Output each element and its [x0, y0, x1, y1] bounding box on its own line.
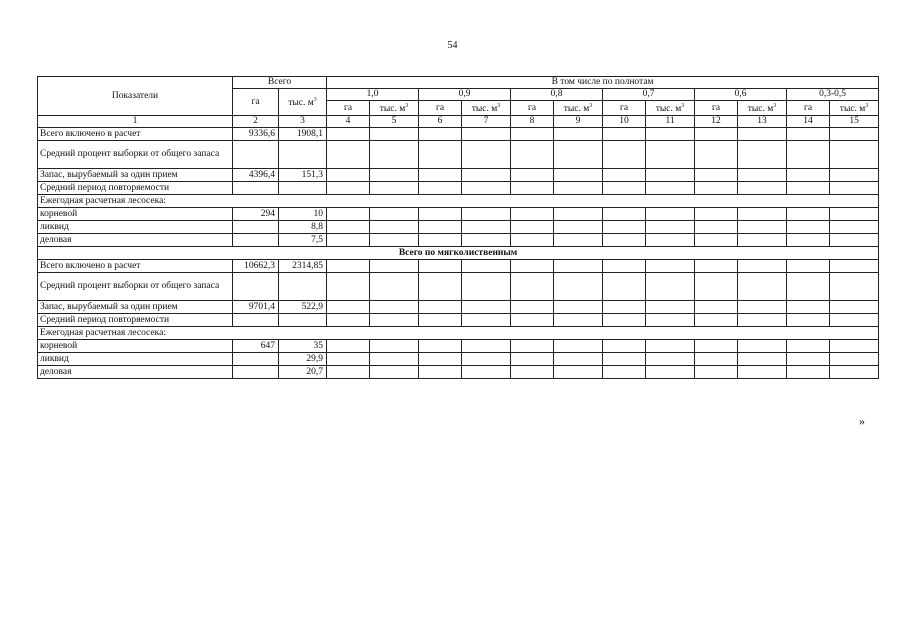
- empty-cell: [327, 169, 370, 182]
- empty-cell: [554, 208, 603, 221]
- header-density-1: 0,9: [419, 89, 511, 101]
- header-density-m3: тыс. $м^3$: [830, 101, 879, 116]
- row-label: Ежегодная расчетная лесосека:: [38, 327, 879, 340]
- empty-cell: [462, 221, 511, 234]
- empty-cell: [554, 314, 603, 327]
- column-number: 12: [695, 116, 738, 128]
- empty-cell: [646, 301, 695, 314]
- empty-cell: [370, 314, 419, 327]
- table-row: [38, 169, 879, 182]
- cell-total-ha: [233, 314, 279, 327]
- cell-total-ha: 9336,6: [233, 128, 279, 141]
- empty-cell: [554, 128, 603, 141]
- empty-cell: [462, 234, 511, 247]
- empty-cell: [695, 340, 738, 353]
- row-label: корневой: [38, 340, 233, 353]
- cell-total-m3: 35: [279, 340, 327, 353]
- empty-cell: [787, 340, 830, 353]
- header-density-ha: га: [511, 101, 554, 116]
- row-label: Всего включено в расчет: [38, 260, 233, 273]
- row-label: Средний период повторяемости: [38, 314, 233, 327]
- empty-cell: [646, 128, 695, 141]
- row-label: корневой: [38, 208, 233, 221]
- cell-total-ha: [233, 234, 279, 247]
- empty-cell: [603, 182, 646, 195]
- empty-cell: [787, 234, 830, 247]
- empty-cell: [830, 221, 879, 234]
- empty-cell: [603, 301, 646, 314]
- empty-cell: [646, 314, 695, 327]
- empty-cell: [419, 221, 462, 234]
- empty-cell: [419, 169, 462, 182]
- empty-cell: [830, 208, 879, 221]
- allowable-cut-table: [37, 76, 879, 379]
- table-row: [38, 234, 879, 247]
- cell-total-ha: [233, 182, 279, 195]
- row-label: деловая: [38, 366, 233, 379]
- header-density-m3: тыс. $м^3$: [462, 101, 511, 116]
- empty-cell: [695, 366, 738, 379]
- empty-cell: [603, 169, 646, 182]
- empty-cell: [370, 234, 419, 247]
- header-density-m3: тыс. $м^3$: [370, 101, 419, 116]
- empty-cell: [370, 301, 419, 314]
- empty-cell: [830, 366, 879, 379]
- empty-cell: [511, 340, 554, 353]
- empty-cell: [419, 141, 462, 169]
- column-number: 2: [233, 116, 279, 128]
- empty-cell: [511, 169, 554, 182]
- empty-cell: [738, 208, 787, 221]
- column-number: 13: [738, 116, 787, 128]
- cell-total-m3: [279, 182, 327, 195]
- empty-cell: [462, 366, 511, 379]
- empty-cell: [370, 221, 419, 234]
- empty-cell: [370, 340, 419, 353]
- section-title-row: [38, 247, 879, 260]
- empty-cell: [327, 128, 370, 141]
- empty-cell: [327, 208, 370, 221]
- empty-cell: [787, 314, 830, 327]
- empty-cell: [370, 353, 419, 366]
- table-row: [38, 128, 879, 141]
- empty-cell: [603, 128, 646, 141]
- empty-cell: [462, 128, 511, 141]
- row-label: деловая: [38, 234, 233, 247]
- empty-cell: [787, 141, 830, 169]
- empty-cell: [603, 208, 646, 221]
- column-number: 11: [646, 116, 695, 128]
- empty-cell: [511, 128, 554, 141]
- empty-cell: [695, 141, 738, 169]
- empty-cell: [370, 366, 419, 379]
- table-row: [38, 141, 879, 169]
- column-number: 10: [603, 116, 646, 128]
- empty-cell: [327, 314, 370, 327]
- empty-cell: [462, 182, 511, 195]
- empty-cell: [830, 128, 879, 141]
- empty-cell: [327, 234, 370, 247]
- column-number: 14: [787, 116, 830, 128]
- table-row: [38, 221, 879, 234]
- empty-cell: [419, 340, 462, 353]
- empty-cell: [511, 182, 554, 195]
- empty-cell: [603, 366, 646, 379]
- empty-cell: [738, 128, 787, 141]
- header-density-m3: тыс. $м^3$: [554, 101, 603, 116]
- empty-cell: [695, 301, 738, 314]
- header-row-1: [38, 77, 879, 89]
- empty-cell: [738, 141, 787, 169]
- cell-total-ha: 4396,4: [233, 169, 279, 182]
- cell-total-ha: 294: [233, 208, 279, 221]
- cell-total-ha: [233, 353, 279, 366]
- column-number: 3: [279, 116, 327, 128]
- empty-cell: [646, 169, 695, 182]
- cell-total-m3: [279, 273, 327, 301]
- empty-cell: [787, 128, 830, 141]
- empty-cell: [787, 169, 830, 182]
- empty-cell: [370, 208, 419, 221]
- empty-cell: [738, 221, 787, 234]
- empty-cell: [603, 234, 646, 247]
- empty-cell: [787, 366, 830, 379]
- empty-cell: [419, 208, 462, 221]
- table-row: [38, 195, 879, 208]
- column-number-row: [38, 116, 879, 128]
- header-density-5: 0,3-0,5: [787, 89, 879, 101]
- empty-cell: [787, 353, 830, 366]
- empty-cell: [462, 260, 511, 273]
- empty-cell: [695, 314, 738, 327]
- column-number: 4: [327, 116, 370, 128]
- empty-cell: [738, 301, 787, 314]
- header-density-4: 0,6: [695, 89, 787, 101]
- empty-cell: [738, 234, 787, 247]
- empty-cell: [511, 234, 554, 247]
- empty-cell: [419, 273, 462, 301]
- empty-cell: [327, 301, 370, 314]
- empty-cell: [511, 221, 554, 234]
- empty-cell: [462, 301, 511, 314]
- cell-total-ha: [233, 366, 279, 379]
- header-total-ha: га: [233, 89, 279, 116]
- empty-cell: [830, 273, 879, 301]
- empty-cell: [695, 260, 738, 273]
- empty-cell: [695, 221, 738, 234]
- column-number: 6: [419, 116, 462, 128]
- empty-cell: [462, 141, 511, 169]
- cell-total-ha: 9701,4: [233, 301, 279, 314]
- header-density-2: 0,8: [511, 89, 603, 101]
- empty-cell: [738, 314, 787, 327]
- header-density-ha: га: [787, 101, 830, 116]
- row-label: Запас, вырубаемый за один прием: [38, 301, 233, 314]
- empty-cell: [554, 182, 603, 195]
- empty-cell: [646, 273, 695, 301]
- empty-cell: [370, 169, 419, 182]
- row-label: Средний процент выборки от общего запаса: [38, 273, 233, 301]
- empty-cell: [646, 182, 695, 195]
- cell-total-ha: 647: [233, 340, 279, 353]
- header-density-0: 1,0: [327, 89, 419, 101]
- empty-cell: [603, 260, 646, 273]
- table-row: [38, 340, 879, 353]
- table-row: [38, 182, 879, 195]
- empty-cell: [554, 221, 603, 234]
- empty-cell: [511, 301, 554, 314]
- empty-cell: [787, 208, 830, 221]
- empty-cell: [462, 340, 511, 353]
- empty-cell: [554, 340, 603, 353]
- empty-cell: [419, 353, 462, 366]
- header-indicators: Показатели: [38, 77, 233, 116]
- row-label: ликвид: [38, 221, 233, 234]
- header-density-3: 0,7: [603, 89, 695, 101]
- empty-cell: [554, 301, 603, 314]
- empty-cell: [646, 353, 695, 366]
- empty-cell: [830, 141, 879, 169]
- empty-cell: [462, 169, 511, 182]
- empty-cell: [603, 141, 646, 169]
- empty-cell: [370, 260, 419, 273]
- empty-cell: [830, 169, 879, 182]
- cell-total-m3: 2314,85: [279, 260, 327, 273]
- row-label: Средний процент выборки от общего запаса: [38, 141, 233, 169]
- table-row: [38, 260, 879, 273]
- empty-cell: [646, 221, 695, 234]
- cell-total-m3: 151,3: [279, 169, 327, 182]
- table-row: [38, 353, 879, 366]
- header-density-ha: га: [327, 101, 370, 116]
- empty-cell: [695, 128, 738, 141]
- empty-cell: [327, 273, 370, 301]
- cell-total-ha: 10662,3: [233, 260, 279, 273]
- empty-cell: [603, 273, 646, 301]
- empty-cell: [419, 260, 462, 273]
- empty-cell: [327, 221, 370, 234]
- empty-cell: [419, 301, 462, 314]
- empty-cell: [603, 340, 646, 353]
- empty-cell: [419, 128, 462, 141]
- column-number: 7: [462, 116, 511, 128]
- empty-cell: [511, 208, 554, 221]
- empty-cell: [554, 273, 603, 301]
- empty-cell: [646, 260, 695, 273]
- empty-cell: [511, 260, 554, 273]
- empty-cell: [695, 208, 738, 221]
- row-label: Запас, вырубаемый за один прием: [38, 169, 233, 182]
- empty-cell: [370, 128, 419, 141]
- empty-cell: [646, 234, 695, 247]
- cell-total-m3: [279, 314, 327, 327]
- section-title: Всего по мягколиственным: [38, 247, 879, 260]
- continuation-mark: »: [859, 414, 865, 428]
- table-row: [38, 366, 879, 379]
- table-row: [38, 301, 879, 314]
- row-label: ликвид: [38, 353, 233, 366]
- cell-total-m3: 20,7: [279, 366, 327, 379]
- empty-cell: [738, 273, 787, 301]
- empty-cell: [554, 260, 603, 273]
- cell-total-m3: 1908,1: [279, 128, 327, 141]
- cell-total-ha: [233, 141, 279, 169]
- empty-cell: [554, 366, 603, 379]
- empty-cell: [603, 314, 646, 327]
- empty-cell: [511, 141, 554, 169]
- empty-cell: [695, 273, 738, 301]
- row-label: Средний период повторяемости: [38, 182, 233, 195]
- empty-cell: [511, 353, 554, 366]
- empty-cell: [603, 353, 646, 366]
- cell-total-m3: 522,9: [279, 301, 327, 314]
- empty-cell: [462, 314, 511, 327]
- column-number: 1: [38, 116, 233, 128]
- empty-cell: [787, 301, 830, 314]
- empty-cell: [738, 169, 787, 182]
- empty-cell: [462, 208, 511, 221]
- row-label: Ежегодная расчетная лесосека:: [38, 195, 879, 208]
- empty-cell: [787, 260, 830, 273]
- cell-total-m3: 10: [279, 208, 327, 221]
- header-total: Всего: [233, 77, 327, 89]
- empty-cell: [419, 182, 462, 195]
- empty-cell: [554, 169, 603, 182]
- empty-cell: [554, 141, 603, 169]
- empty-cell: [738, 353, 787, 366]
- empty-cell: [695, 353, 738, 366]
- empty-cell: [603, 221, 646, 234]
- empty-cell: [370, 141, 419, 169]
- empty-cell: [327, 353, 370, 366]
- empty-cell: [738, 366, 787, 379]
- header-by-density: В том числе по полнотам: [327, 77, 879, 89]
- empty-cell: [695, 169, 738, 182]
- empty-cell: [738, 340, 787, 353]
- empty-cell: [830, 182, 879, 195]
- empty-cell: [462, 353, 511, 366]
- empty-cell: [370, 182, 419, 195]
- empty-cell: [554, 234, 603, 247]
- empty-cell: [787, 182, 830, 195]
- empty-cell: [370, 273, 419, 301]
- empty-cell: [511, 314, 554, 327]
- cell-total-ha: [233, 221, 279, 234]
- empty-cell: [511, 273, 554, 301]
- empty-cell: [695, 234, 738, 247]
- empty-cell: [830, 353, 879, 366]
- empty-cell: [787, 221, 830, 234]
- empty-cell: [646, 141, 695, 169]
- empty-cell: [830, 340, 879, 353]
- empty-cell: [419, 234, 462, 247]
- empty-cell: [830, 234, 879, 247]
- header-density-ha: га: [695, 101, 738, 116]
- header-density-m3: тыс. $м^3$: [646, 101, 695, 116]
- empty-cell: [327, 182, 370, 195]
- page-number: 54: [447, 40, 458, 51]
- header-density-ha: га: [419, 101, 462, 116]
- empty-cell: [419, 314, 462, 327]
- empty-cell: [830, 301, 879, 314]
- empty-cell: [695, 182, 738, 195]
- empty-cell: [738, 260, 787, 273]
- column-number: 15: [830, 116, 879, 128]
- empty-cell: [830, 260, 879, 273]
- column-number: 9: [554, 116, 603, 128]
- header-total-m3: тыс. $м^3$: [279, 89, 327, 116]
- cell-total-ha: [233, 273, 279, 301]
- table-row: [38, 208, 879, 221]
- empty-cell: [327, 366, 370, 379]
- empty-cell: [511, 366, 554, 379]
- table-row: [38, 314, 879, 327]
- empty-cell: [830, 314, 879, 327]
- empty-cell: [327, 340, 370, 353]
- empty-cell: [646, 208, 695, 221]
- table-row: [38, 273, 879, 301]
- cell-total-m3: 7,5: [279, 234, 327, 247]
- empty-cell: [327, 141, 370, 169]
- empty-cell: [327, 260, 370, 273]
- table-row: [38, 327, 879, 340]
- empty-cell: [738, 182, 787, 195]
- column-number: 8: [511, 116, 554, 128]
- empty-cell: [554, 353, 603, 366]
- row-label: Всего включено в расчет: [38, 128, 233, 141]
- header-density-ha: га: [603, 101, 646, 116]
- empty-cell: [462, 273, 511, 301]
- empty-cell: [646, 366, 695, 379]
- cell-total-m3: 29,9: [279, 353, 327, 366]
- cell-total-m3: [279, 141, 327, 169]
- cell-total-m3: 8,8: [279, 221, 327, 234]
- empty-cell: [646, 340, 695, 353]
- header-density-m3: тыс. $м^3$: [738, 101, 787, 116]
- column-number: 5: [370, 116, 419, 128]
- empty-cell: [787, 273, 830, 301]
- empty-cell: [419, 366, 462, 379]
